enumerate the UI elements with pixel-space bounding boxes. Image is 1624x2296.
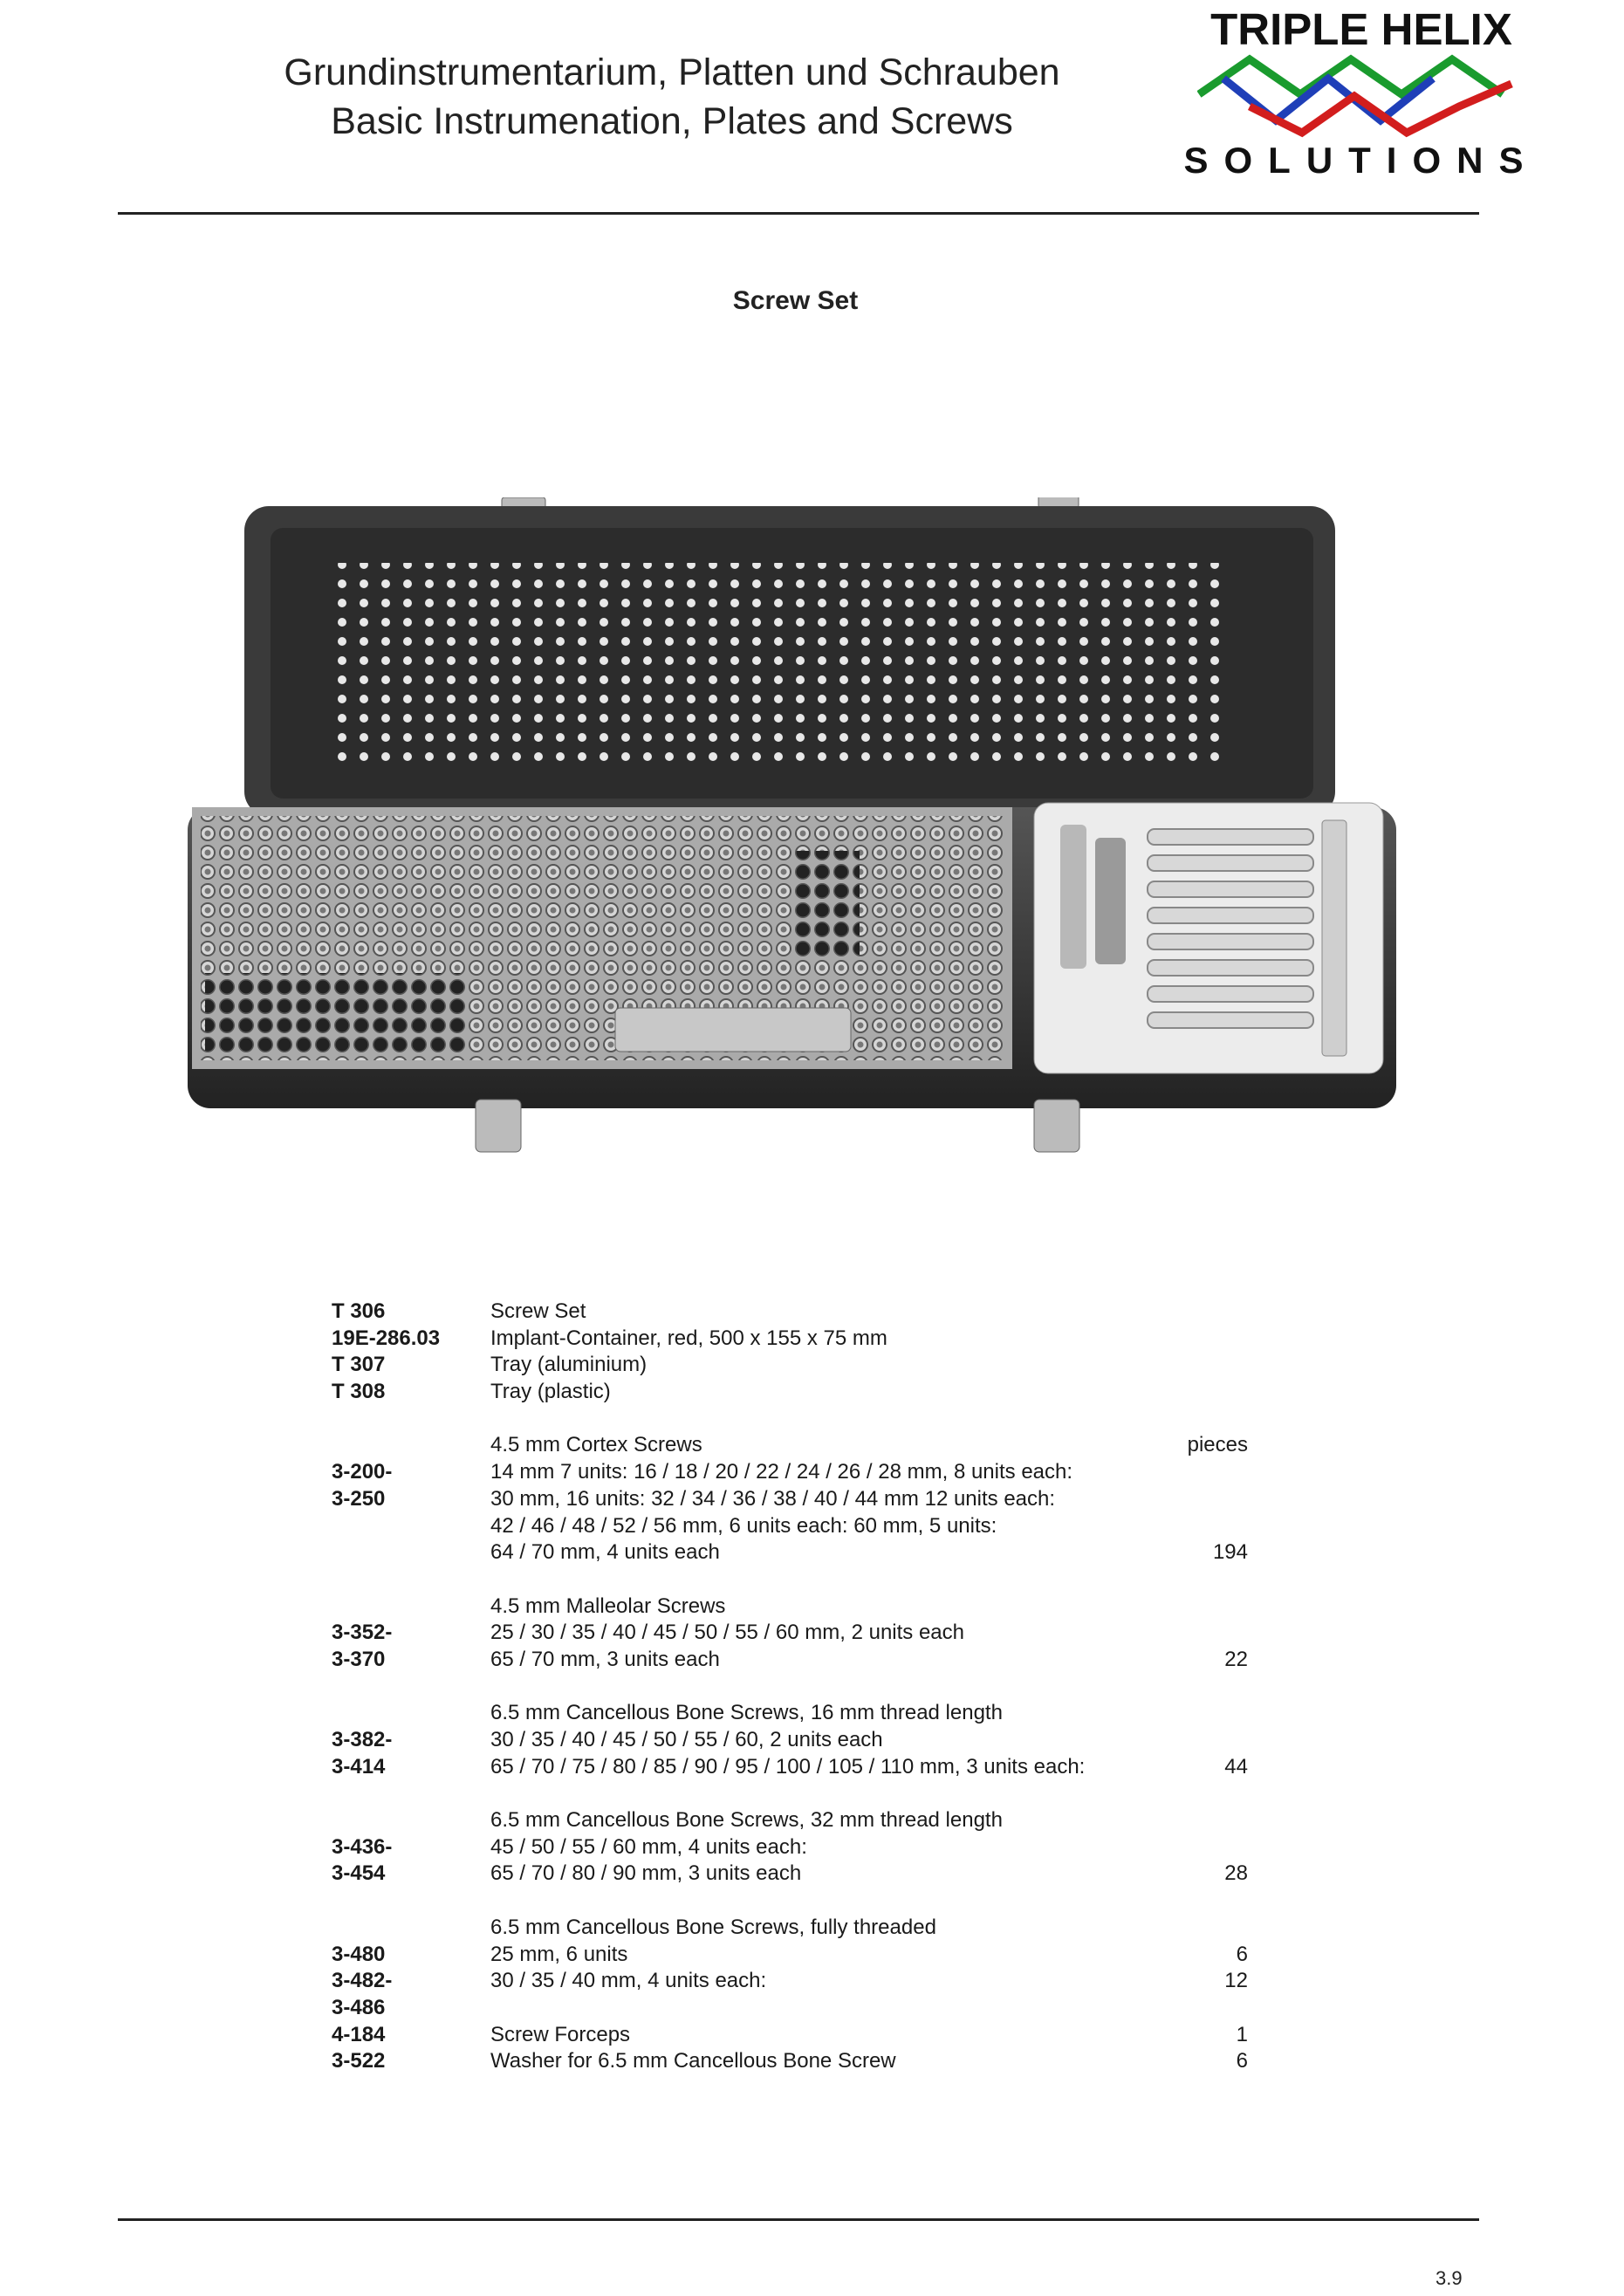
item-description: 30 mm, 16 units: 32 / 34 / 36 / 38 / 40 / 44 mm 12 units each: [490,1486,1056,1511]
list-item [332,1861,1248,1888]
item-description: Tray (plastic) [490,1380,611,1404]
item-description: 65 / 70 mm, 3 units each [490,1647,720,1671]
item-description: 4.5 mm Cortex Screws [490,1433,702,1457]
item-code: T 307 [332,1353,386,1377]
list-item [332,1620,1248,1647]
list-item [332,1700,1248,1727]
item-description: 45 / 50 / 55 / 60 mm, 4 units each: [490,1834,807,1859]
item-code: 3-480 [332,1942,386,1966]
item-code: 3-382- [332,1728,393,1751]
screw-set-container-photo [179,497,1401,1196]
item-code: 3-352- [332,1621,393,1645]
item-code: T 306 [332,1299,386,1323]
item-code: 19E-286.03 [332,1326,441,1350]
item-code: 4-184 [332,2022,386,2046]
product-list [332,1299,1248,2075]
item-description: 64 / 70 mm, 4 units each [490,1540,720,1565]
item-code: 3-486 [332,1995,386,2019]
list-item [332,1727,1248,1754]
list-item [332,1995,1248,2022]
helix-waves-icon [1197,52,1529,140]
screw-set-photo [179,497,1401,1196]
item-quantity: 28 [1224,1861,1248,1886]
item-code: 3-454 [332,1861,386,1886]
item-description: 6.5 mm Cancellous Bone Screws, 16 mm thread length [490,1701,1003,1725]
list-spacer [332,1406,1248,1433]
list-item [332,1352,1248,1379]
list-spacer [332,1780,1248,1807]
header-rule [118,212,1479,215]
item-description: 25 mm, 6 units [490,1942,628,1966]
list-item [332,1486,1248,1513]
list-item [332,1968,1248,1995]
list-item [332,1915,1248,1942]
list-item [332,1647,1248,1674]
item-quantity: 6 [1236,2049,1248,2073]
item-description: Implant-Container, red, 500 x 155 x 75 mm [490,1326,887,1350]
list-item [332,1459,1248,1486]
item-code: 3-200- [332,1460,393,1484]
list-item [332,1432,1248,1459]
item-quantity: 22 [1224,1647,1248,1671]
page-number: 3.9 [1436,2267,1463,2289]
item-description: 25 / 30 / 35 / 40 / 45 / 50 / 55 / 60 mm, 2 units each [490,1621,964,1645]
item-code: 3-522 [332,2049,386,2073]
item-description: Screw Forceps [490,2022,631,2046]
item-description: 30 / 35 / 40 / 45 / 50 / 55 / 60, 2 units each [490,1728,883,1751]
item-code: T 308 [332,1380,386,1404]
item-quantity: 194 [1212,1540,1248,1565]
logo-top-text: TRIPLE HELIX [1210,4,1512,54]
title-english: Basic Instrumenation, Plates and Screws [331,100,1013,142]
triple-helix-logo [1178,0,1545,201]
item-description: 6.5 mm Cancellous Bone Screws, fully threaded [490,1915,936,1939]
item-description: 30 / 35 / 40 mm, 4 units each: [490,1969,767,1993]
item-description: 65 / 70 / 75 / 80 / 85 / 90 / 95 / 100 / 105 / 110 mm, 3 units each: [490,1754,1086,1779]
section-title: Screw Set [732,286,859,315]
title-german: Grundinstrumentarium, Platten und Schrauben [284,51,1060,93]
list-item [332,1834,1248,1861]
list-spacer [332,1888,1248,1915]
item-code: 3-250 [332,1486,386,1511]
item-code: 3-436- [332,1834,393,1859]
item-description: 42 / 46 / 48 / 52 / 56 mm, 6 units each: 60 mm, 5 units: [490,1513,997,1538]
item-code: 3-414 [332,1754,386,1779]
list-item [332,1807,1248,1834]
header-titles [175,48,1169,146]
item-quantity: 44 [1224,1754,1248,1779]
logo-bottom-text: SOLUTIONS [1183,140,1539,181]
list-item [332,1942,1248,1969]
item-code: 3-482- [332,1969,393,1993]
item-description: Tray (aluminium) [490,1353,648,1377]
item-description: Washer for 6.5 mm Cancellous Bone Screw [490,2049,896,2073]
list-item [332,2048,1248,2075]
item-quantity: 6 [1236,1942,1248,1966]
list-item [332,2022,1248,2049]
item-quantity: pieces [1187,1433,1248,1457]
list-item [332,1513,1248,1540]
list-item [332,1299,1248,1326]
footer-rule [118,2218,1479,2221]
item-quantity: 1 [1236,2022,1248,2046]
item-description: Screw Set [490,1299,586,1323]
item-description: 6.5 mm Cancellous Bone Screws, 32 mm thread length [490,1808,1003,1833]
list-item [332,1593,1248,1621]
list-item [332,1379,1248,1406]
list-item [332,1539,1248,1566]
list-spacer [332,1566,1248,1593]
list-item [332,1326,1248,1353]
item-description: 65 / 70 / 80 / 90 mm, 3 units each [490,1861,802,1886]
item-code: 3-370 [332,1647,386,1671]
item-description: 4.5 mm Malleolar Screws [490,1593,726,1618]
item-description: 14 mm 7 units: 16 / 18 / 20 / 22 / 24 / 26 / 28 mm, 8 units each: [490,1460,1073,1484]
list-item [332,1754,1248,1781]
list-spacer [332,1674,1248,1701]
item-quantity: 12 [1224,1969,1248,1993]
